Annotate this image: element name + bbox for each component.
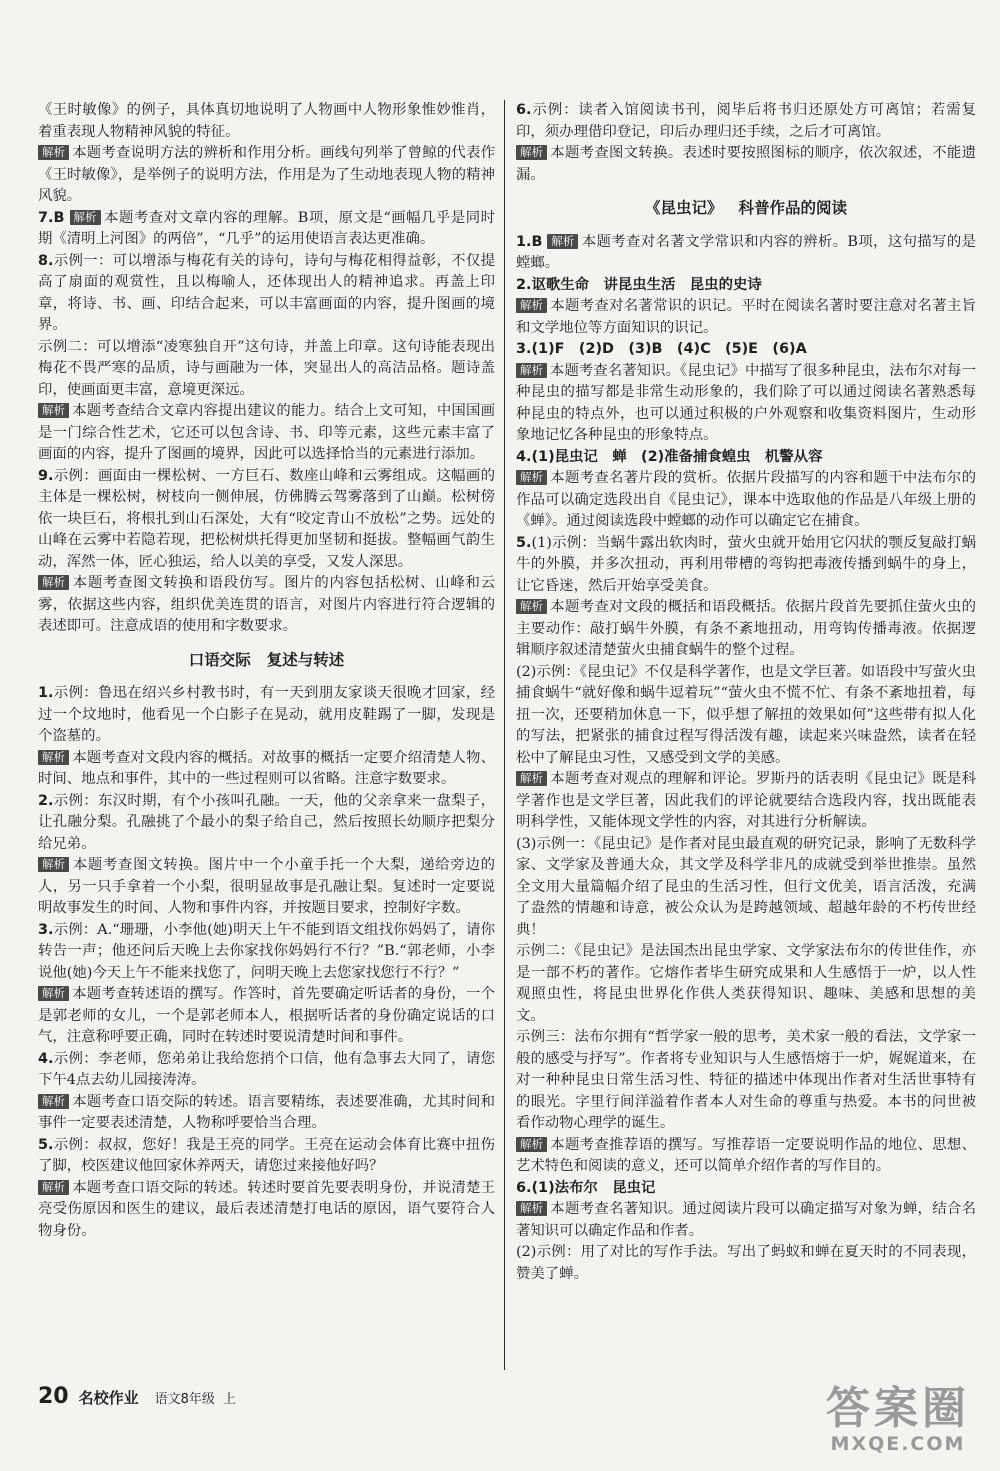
analysis-text: 本题考查对名著文学常识和内容的辨析。B项，这句描写的是螳螂。: [516, 233, 977, 271]
answer-text: 示例二：可以增添“凌寒独自开”这句诗，并盖上印章。这句诗能表现出梅花不畏严寒的品质，诗与画融为一体，突显出人的高洁品格。题诗盖印，使画面更丰富，意境更深远。: [38, 338, 495, 398]
question-number: 1.: [38, 685, 54, 701]
question-number: 9.: [38, 467, 54, 484]
paragraph: 《王时敏像》的例子，具体真切地说明了人物画中人物形象惟妙惟肖，着重表现人物精神风貌的特征。: [38, 102, 495, 140]
analysis-block: [38, 855, 495, 920]
analysis-tag: 解析: [70, 210, 101, 225]
reading-question-2: [516, 275, 976, 297]
analysis-block: [516, 597, 976, 662]
analysis-tag: 解析: [38, 857, 69, 872]
analysis-block: [38, 1178, 495, 1243]
section-heading: [516, 198, 976, 220]
analysis-tag: 解析: [38, 1180, 69, 1195]
answer-text: 示例：李老师，您弟弟让我给您捎个口信，他有急事去大同了，请您下午4点去幼儿园接涛涛。: [38, 1050, 495, 1088]
question-number: 2.: [516, 276, 532, 293]
analysis-block: [516, 1199, 976, 1242]
analysis-text: 本题考查名著知识。《昆虫记》中描写了很多种昆虫，法布尔对每一种昆虫的描写都是非常生动形象的，我们除了可以通过阅读名著熟悉每种昆虫的特点外，也可以通过积极的户外观察和收集资料图片，生动形象地记忆各种昆虫的形象特点。: [516, 362, 976, 443]
answer: 讴歌生命 讲昆虫生活 昆虫的史诗: [531, 276, 762, 293]
oral-question-3: [38, 920, 495, 985]
analysis-tag: 解析: [516, 298, 547, 313]
question-number: 1.: [516, 233, 532, 250]
analysis-text: 本题考查对文段内容的概括。对故事的概括一定要介绍清楚人物、时间、地点和事件，其中的一些过程则可以省略。注意字数要求。: [38, 749, 495, 787]
answer-text: 示例：画面由一棵松树、一方巨石、数座山峰和云雾组成。这幅画的主体是一棵松树，树枝向一侧伸展，仿佛腾云驾雾落到了山巅。松树傍依一块巨石，将根扎到山石深处，大有“咬定青山不放松”之势。远处的山峰在云雾中若隐若现，把松树烘托得更加坚韧和挺拔。整幅画气韵生动，浑然一体，匠心独运，给人以美的享受，又发人深思。: [38, 467, 495, 570]
answer-text: (1)示例：当蜗牛露出软肉时，萤火虫就开始用它闪状的颚反复敲打蜗牛的外膜，并多次扭动，再利用带槽的弯钩把毒液传播到蜗牛的身上，让它昏迷，然后开始享受美食。: [516, 534, 976, 594]
analysis-tag: 解析: [516, 599, 547, 614]
analysis-tag: 解析: [38, 575, 69, 590]
answer-text: 示例：A.“珊珊，小李他(她)明天上午不能到语文组找你妈妈了，请你转告一声；他还问后天晚上去你家找你妈妈行不行？”B.“郭老师，小李说他(她)今天上午不能来找您了，问明天晚上去您家找您行不行？”: [38, 921, 495, 981]
analysis-text: 本题考查名著知识。通过阅读片段可以确定描写对象为蝉，结合名著知识可以确定作品和作者。: [516, 1201, 976, 1239]
analysis-tag: 解析: [38, 145, 69, 160]
analysis-block: [516, 468, 976, 533]
question-7: [38, 208, 495, 251]
answer-text: (3)示例一：《昆虫记》是作者对昆虫最直观的研究记录，影响了无数科学家、文学家及普通大众，其文学及科学非凡的成就受到举世推崇。虽然全文用大量篇幅介绍了昆虫的生活习性，但行文优美，语言活泼，充满了盎然的情趣和诗意，被公众认为是跨越领域、超越年龄的不朽传世经典！: [516, 835, 976, 938]
analysis-block: [38, 573, 495, 638]
analysis-block: [38, 984, 495, 1049]
oral-question-2: [38, 791, 495, 856]
analysis-tag: 解析: [38, 403, 69, 418]
analysis-text: 本题考查对观点的理解和评论。罗斯丹的话表明《昆虫记》既是科学著作也是文学巨著，因此我们的评论就要结合选段内容，找出既能表明科学性，又能体现文学性的内容，对其进行分析解读。: [516, 771, 976, 830]
reading-question-4: [516, 447, 976, 469]
right-column: [516, 100, 976, 1285]
answer: (1)F (2)D (3)B (4)C (5)E (6)A: [531, 341, 807, 357]
analysis-block: [38, 1092, 495, 1135]
watermark-url: MXQE.COM: [830, 1433, 966, 1455]
analysis-tag: 解析: [38, 1094, 69, 1109]
reading-question-5: [516, 533, 976, 598]
analysis-tag: 解析: [547, 234, 578, 249]
answer-text: 示例二：《昆虫记》是法国杰出昆虫学家、文学家法布尔的传世佳作，亦是一部不朽的著作。它熔作者毕生研究成果和人生感悟于一炉，以人性观照虫性，将昆虫世界化作供人类获得知识、趣味、美感和思想的美文。: [516, 943, 976, 1024]
analysis-tag: 解析: [516, 145, 547, 160]
analysis-block: [38, 401, 495, 466]
analysis-text: 本题考查对文段的概括和语段概括。依据片段首先要抓住萤火虫的主要动作：敲打蜗牛外膜，有条不紊地扭动，用弯钩传播毒液。依据逻辑顺序叙述清楚萤火虫捕食蜗牛的整个过程。: [516, 599, 976, 658]
section-heading: [38, 650, 495, 672]
oral-question-1: [38, 683, 495, 748]
section-heading-a: 《昆虫记》: [644, 199, 723, 217]
answer-text: 示例：读者入馆阅读书刊，阅毕后将书归还原处方可离馆；若需复印，须办理借印登记，印后办理归还手续，之后才可离馆。: [516, 102, 976, 140]
oral-question-5: [38, 1135, 495, 1178]
answer: B: [531, 233, 543, 250]
column-divider: [504, 100, 505, 1370]
question-number: 5.: [516, 534, 532, 551]
analysis-text: 本题考查对名著常识的识记。平时在阅读名著时要注意对名著主旨和文学地位等方面知识的识记。: [516, 298, 976, 336]
question-number: 6.: [516, 1179, 532, 1196]
analysis-text: 本题考查图文转换。图片中一个小童手托一个大梨，递给旁边的人，另一只手拿着一个小梨，很明显故事是孔融让梨。复述时一定要说明故事发生的时间、人物和事件内容，并按题目要求，控制好字数。: [38, 857, 495, 916]
analysis-text: 本题考查图文转换和语段仿写。图片的内容包括松树、山峰和云雾，依据这些内容，组织优美连贯的语言，对图片内容进行符合逻辑的表述即可。注意成语的使用和字数要求。: [38, 575, 495, 634]
analysis-block: [516, 143, 976, 186]
analysis-block: [516, 296, 976, 339]
answer-text: (2)示例：《昆虫记》不仅是科学著作，也是文学巨著。如语段中写萤火虫捕食蜗牛“就好像和蜗牛逗着玩”“萤火虫不慌不忙、有条不紊地扭着，每扭一次，还要稍加休息一下，似乎想了解扭的效果如何”这些带有拟人化的写法，把紧张的捕食过程写得活泼有趣，读起来兴味盎然，读者在轻松中了解昆虫习性，又感受到文学的美感。: [516, 663, 976, 766]
oral-question-4: [38, 1049, 495, 1092]
analysis-block: [516, 361, 976, 447]
analysis-tag: 解析: [38, 986, 69, 1001]
answer-text: 示例一：可以增添与梅花有关的诗句，诗句与梅花相得益彰，不仅提高了扇面的观赏性，且以梅喻人，还体现出人的精神追求。再盖上印章，将诗、书、画、印结合起来，可以丰富画面的内容，提升图画的境界。: [38, 252, 495, 333]
question-number: 3.: [516, 341, 532, 357]
analysis-text: 本题考查名著片段的赏析。依据片段描写的内容和题干中法布尔的作品可以确定选段出自《昆虫记》，课本中选取他的作品是八年级上册的《蝉》。通过阅读选段中螳螂的动作可以确定它在捕食。: [516, 470, 976, 529]
answer-text: 示例三：法布尔拥有“哲学家一般的思考，美术家一般的看法，文学家一般的感受与抒写”。作者将专业知识与人生感悟熔于一炉，娓娓道来，在对一种种昆虫日常生活习性、特征的描述中体现出作者对生活世事特有的眼光。字里行间洋溢着作者本人对生命的尊重与热爱。本书的问世被看作动物心理学的诞生。: [516, 1029, 976, 1131]
question-number: 2.: [38, 792, 54, 809]
question-number: 4.: [38, 1050, 54, 1067]
page-footer: [38, 1384, 244, 1409]
answer: (1)昆虫记 蝉 (2)准备捕食蝗虫 机警从容: [531, 448, 823, 465]
book-subject: 语文8年级: [154, 1392, 215, 1407]
answer: B: [53, 209, 65, 226]
analysis-tag: 解析: [516, 363, 547, 378]
watermark-text: 答案圈: [826, 1383, 970, 1434]
analysis-block: [38, 143, 495, 208]
analysis-text: 本题考查转述语的撰写。作答时，首先要确定听话者的身份，一个是郭老师的女儿，一个是郭老师本人，根据听话者的身份确定说话的口气，注意称呼要正确，同时在转述时要说清楚时间和事件。: [38, 986, 495, 1045]
question-number: 6.: [516, 102, 532, 118]
analysis-text: 本题考查结合文章内容提出建议的能力。结合上文可知，中国国画是一门综合性艺术，它还可以包含诗、书、印等元素，这些元素丰富了画面的内容，提升了图画的境界，因此可以选择恰当的元素进行添加。: [38, 403, 495, 462]
reading-question-6: [516, 1178, 976, 1200]
analysis-block: [516, 1135, 976, 1178]
oral-question-6: [516, 100, 976, 143]
question-8: [38, 251, 495, 337]
reading-question-1: [516, 232, 976, 275]
left-column: [38, 100, 495, 1242]
analysis-text: 本题考查对文章内容的理解。B项，原文是“画幅几乎是同时期《清明上河图》的两倍”，“几乎”的运用使语言表达更准确。: [38, 209, 496, 247]
section-heading-a: 口语交际: [188, 650, 251, 669]
analysis-text: 本题考查推荐语的撰写。写推荐语一定要说明作品的地位、思想、艺术特色和阅读的意义，还可以简单介绍作者的写作目的。: [516, 1136, 976, 1174]
section-heading-b: 复述与转述: [266, 650, 345, 669]
analysis-text: 本题考查图文转换。表述时要按照图标的顺序，依次叙述，不能遗漏。: [516, 145, 976, 183]
question-number: 4.: [516, 448, 532, 465]
analysis-tag: 解析: [516, 771, 547, 786]
analysis-tag: 解析: [516, 1201, 547, 1216]
page-number: 20: [38, 1384, 69, 1409]
analysis-tag: 解析: [516, 1137, 547, 1152]
analysis-text: 本题考查口语交际的转述。转述时要首先要表明身份，并说清楚王亮受伤原因和医生的建议，最后表述清楚打电话的原因，语气要符合人物身份。: [38, 1179, 495, 1239]
book-brand: 名校作业: [78, 1389, 139, 1407]
section-heading-b: 科普作品的阅读: [738, 199, 848, 217]
analysis-block: [516, 769, 976, 834]
answer-text: 示例：叔叔，您好！我是王亮的同学。王亮在运动会体育比赛中扭伤了脚，校医建议他回家休养两天，请您过来接他好吗？: [38, 1136, 495, 1174]
watermark-logo: [826, 1385, 970, 1455]
analysis-tag: 解析: [38, 750, 69, 765]
answer-text: (2)示例：用了对比的写作手法。写出了蚂蚁和蝉在夏天时的不同表现，赞美了蝉。: [516, 1244, 976, 1282]
question-number: 5.: [38, 1136, 54, 1153]
analysis-text: 本题考查口语交际的转述。语言要精练，表述要准确，尤其时间和事件一定要表述清楚，人物称呼要恰当合理。: [38, 1093, 495, 1131]
answer: (1)法布尔 昆虫记: [531, 1179, 656, 1196]
analysis-tag: 解析: [516, 470, 547, 485]
reading-question-3: [516, 339, 976, 361]
question-number: 8.: [38, 252, 54, 269]
question-number: 7.: [38, 209, 54, 226]
book-volume: 上: [222, 1392, 236, 1407]
analysis-text: 本题考查说明方法的辨析和作用分析。画线句列举了曾鲸的代表作《王时敏像》，是举例子的说明方法，作用是为了生动地表现人物的精神风貌。: [38, 145, 495, 204]
answer-text: 示例：鲁迅在绍兴乡村教书时，有一天到朋友家谈天很晚才回家，经过一个坟地时，他看见一个白影子在晃动，就用皮鞋踢了一脚，发现是个盗墓的。: [38, 685, 495, 744]
question-9: [38, 466, 495, 574]
answer-text: 示例：东汉时期，有个小孩叫孔融。一天，他的父亲拿来一盘梨子，让孔融分梨。孔融挑了个最小的梨子给自己，然后按照长幼顺序把梨分给兄弟。: [38, 792, 495, 852]
question-number: 3.: [38, 921, 54, 938]
analysis-block: [38, 748, 495, 791]
